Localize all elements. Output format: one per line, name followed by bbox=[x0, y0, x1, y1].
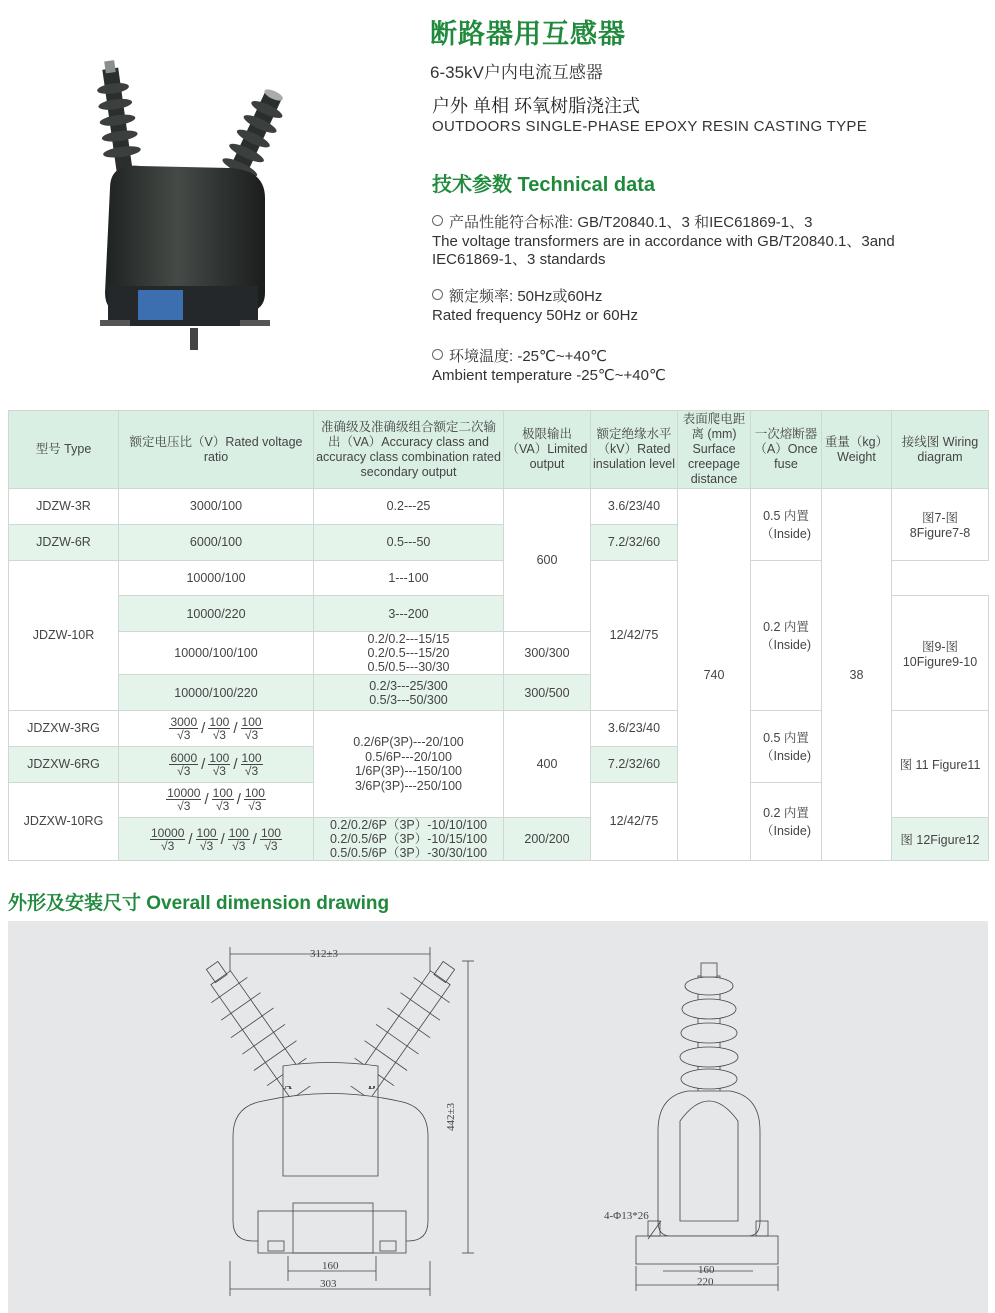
dim-side-outer: 220 bbox=[697, 1276, 714, 1288]
cell-accuracy: 0.2/6P(3P)---20/100 0.5/6P---20/100 1/6P(3P)---150/100 3/6P(3P)---250/100 bbox=[314, 710, 504, 817]
cell-fuse: 0.5 内置 （Inside) bbox=[751, 710, 822, 782]
dimension-heading: 外形及安装尺寸 Overall dimension drawing bbox=[8, 893, 390, 914]
cell-ratio: 6000/100 bbox=[119, 524, 314, 560]
cell-limited: 300/300 bbox=[504, 632, 591, 675]
dim-base-outer: 303 bbox=[320, 1278, 337, 1290]
product-photo bbox=[80, 58, 290, 358]
cell-fuse: 0.2 内置 （Inside) bbox=[751, 782, 822, 861]
bullet-circle-icon bbox=[432, 349, 443, 360]
cell-accuracy: 0.5---50 bbox=[314, 524, 504, 560]
dim-base-inner: 160 bbox=[322, 1260, 339, 1272]
cell-wiring: 图7-图 8Figure7-8 bbox=[892, 489, 989, 561]
cell-insulation: 3.6/23/40 bbox=[591, 710, 678, 746]
cell-ratio-frac: $\frac{3000}{√3}$ / $\frac{100}{√3}$ / $\frac{100}{√3}$ bbox=[119, 710, 314, 746]
cell-accuracy: 0.2---25 bbox=[314, 489, 504, 525]
dim-holes: 4-Φ13*26 bbox=[604, 1210, 649, 1222]
cell-ratio: 10000/100 bbox=[119, 560, 314, 596]
cell-ratio: 10000/220 bbox=[119, 596, 314, 632]
cell-accuracy: 0.2/0.2---15/15 0.2/0.5---15/20 0.5/0.5---30/30 bbox=[314, 632, 504, 675]
cell-creepage: 740 bbox=[678, 489, 751, 861]
cell-accuracy: 3---200 bbox=[314, 596, 504, 632]
cell-insulation: 12/42/75 bbox=[591, 560, 678, 710]
cell-ratio-frac: $\frac{6000}{√3}$ / $\frac{100}{√3}$ / $\frac{100}{√3}$ bbox=[119, 746, 314, 782]
bullet-circle-icon bbox=[432, 289, 443, 300]
type-english: OUTDOORS SINGLE-PHASE EPOXY RESIN CASTING TYPE bbox=[432, 118, 868, 135]
header-accuracy: 准确级及准确级组合额定二次输出（VA）Accuracy class and accuracy class combination rated secondary output bbox=[314, 411, 504, 489]
header-insulation: 额定绝缘水平（kV）Rated insulation level bbox=[591, 411, 678, 489]
front-view bbox=[191, 947, 474, 1296]
cell-insulation: 7.2/32/60 bbox=[591, 524, 678, 560]
dimension-drawing bbox=[8, 921, 988, 1313]
cell-ratio-frac: $\frac{10000}{√3}$ / $\frac{100}{√3}$ / $\frac{100}{√3}$ / $\frac{100}{√3}$ bbox=[119, 818, 314, 861]
cell-type: JDZW-3R bbox=[9, 489, 119, 525]
cell-ratio-frac: $\frac{10000}{√3}$ / $\frac{100}{√3}$ / $\frac{100}{√3}$ bbox=[119, 782, 314, 818]
side-view bbox=[604, 963, 778, 1291]
cell-insulation: 7.2/32/60 bbox=[591, 746, 678, 782]
cell-fuse: 0.5 内置 （Inside) bbox=[751, 489, 822, 561]
header-creepage: 表面爬电距离 (mm) Surface creepage distance bbox=[678, 411, 751, 489]
cell-ratio: 10000/100/220 bbox=[119, 675, 314, 711]
cell-limited: 200/200 bbox=[504, 818, 591, 861]
cell-fuse: 0.2 内置 （Inside) bbox=[751, 560, 822, 710]
type-chinese: 户外 单相 环氧树脂浇注式 bbox=[432, 96, 641, 116]
cell-ratio: 3000/100 bbox=[119, 489, 314, 525]
technical-data-heading: 技术参数 Technical data bbox=[432, 174, 656, 196]
technical-data-table bbox=[8, 410, 989, 861]
header-weight: 重量（kg）Weight bbox=[822, 411, 892, 489]
cell-accuracy: 0.2/3---25/300 0.5/3---50/300 bbox=[314, 675, 504, 711]
cell-limited: 400 bbox=[504, 710, 591, 817]
spec-frequency: 额定频率: 50Hz或60Hz Rated frequency 50Hz or 60Hz bbox=[432, 288, 638, 324]
cell-limited: 300/500 bbox=[504, 675, 591, 711]
header-wiring: 接线图 Wiring diagram bbox=[892, 411, 989, 489]
cell-ratio: 10000/100/100 bbox=[119, 632, 314, 675]
cell-type: JDZXW-3RG bbox=[9, 710, 119, 746]
dim-height: 442±3 bbox=[445, 1102, 457, 1131]
cell-weight: 38 bbox=[822, 489, 892, 861]
header-type: 型号 Type bbox=[9, 411, 119, 489]
spec-temperature: 环境温度: -25℃~+40℃ Ambient temperature -25℃~+40℃ bbox=[432, 348, 666, 384]
cell-type: JDZXW-10RG bbox=[9, 782, 119, 861]
page-title: 断路器用互感器 bbox=[430, 19, 626, 49]
cell-accuracy: 0.2/0.2/6P（3P）-10/10/100 0.2/0.5/6P（3P）-10/15/100 0.5/0.5/6P（3P）-30/30/100 bbox=[314, 818, 504, 861]
spec-standard: 产品性能符合标准: GB/T20840.1、3 和IEC61869-1、3 The voltage transformers are in accordance with GB/T20840.1、3and IEC61869-1、3 standards bbox=[432, 214, 895, 268]
page-subtitle: 6-35kV户内电流互感器 bbox=[430, 63, 603, 82]
cell-insulation: 3.6/23/40 bbox=[591, 489, 678, 525]
header-ratio: 额定电压比（V）Rated voltage ratio bbox=[119, 411, 314, 489]
cell-wiring: 图9-图 10Figure9-10 bbox=[892, 596, 989, 711]
cell-accuracy: 1---100 bbox=[314, 560, 504, 596]
dim-side-inner: 160 bbox=[698, 1264, 715, 1276]
cell-type: JDZW-10R bbox=[9, 560, 119, 710]
header-limited: 极限输出（VA）Limited output bbox=[504, 411, 591, 489]
dim-width-top: 312±3 bbox=[310, 948, 339, 960]
cell-insulation: 12/42/75 bbox=[591, 782, 678, 861]
cell-wiring: 图 11 Figure11 bbox=[892, 710, 989, 817]
header-fuse: 一次熔断器（A）Once fuse bbox=[751, 411, 822, 489]
bullet-circle-icon bbox=[432, 215, 443, 226]
cell-type: JDZXW-6RG bbox=[9, 746, 119, 782]
cell-limited: 600 bbox=[504, 489, 591, 632]
cell-wiring: 图 12Figure12 bbox=[892, 818, 989, 861]
cell-type: JDZW-6R bbox=[9, 524, 119, 560]
